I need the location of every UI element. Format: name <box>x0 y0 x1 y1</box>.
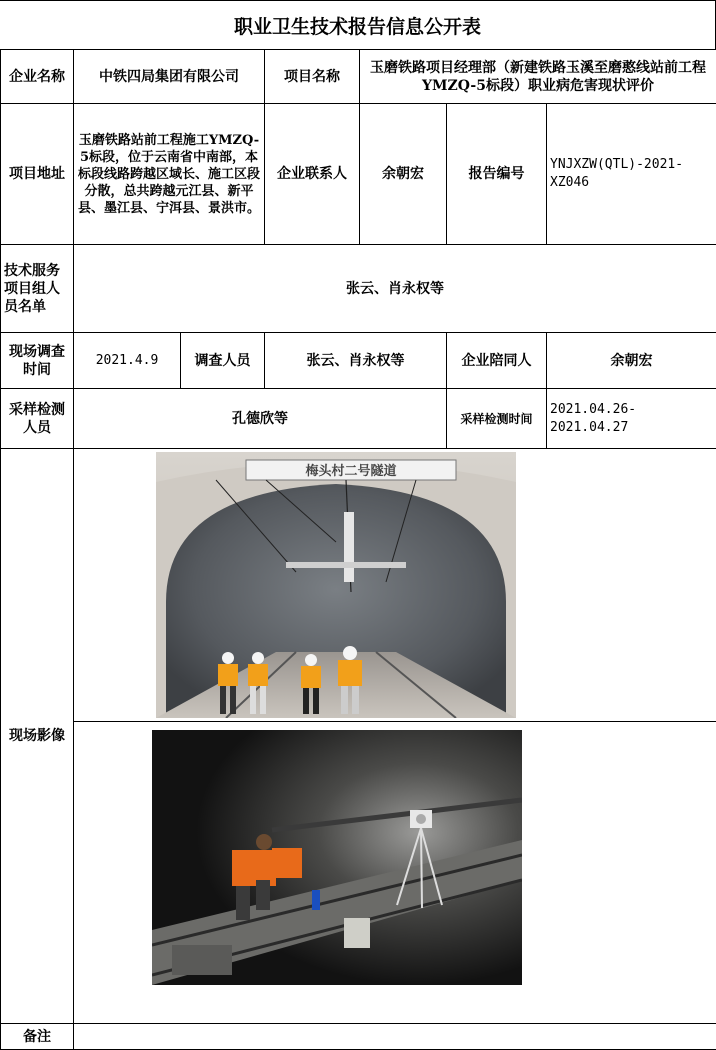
row-sampling <box>1 389 716 449</box>
label-project-address: 项目地址 <box>1 104 74 245</box>
value-project-name: 玉磨铁路项目经理部（新建铁路玉溪至磨憨线站前工程YMZQ-5标段）职业病危害现状评价 <box>360 50 716 104</box>
label-survey-time: 现场调查时间 <box>1 333 74 389</box>
row-survey <box>1 333 716 389</box>
value-surveyor: 张云、肖永权等 <box>265 333 447 389</box>
value-sampling-time: 2021.04.26-2021.04.27 <box>547 389 716 449</box>
info-table <box>0 49 716 1050</box>
label-team: 技术服务项目组人员名单 <box>1 245 74 333</box>
value-survey-time: 2021.4.9 <box>74 333 181 389</box>
value-company-name: 中铁四局集团有限公司 <box>74 50 265 104</box>
tunnel-portal-photo <box>156 452 516 718</box>
night-sampling-photo <box>152 730 522 985</box>
label-sampler: 采样检测人员 <box>1 389 74 449</box>
label-sampling-time: 采样检测时间 <box>447 389 547 449</box>
page-title: 职业卫生技术报告信息公开表 <box>0 0 716 50</box>
row-company <box>1 50 716 104</box>
photo-cell-2 <box>74 722 716 1024</box>
row-address <box>1 104 716 245</box>
value-team: 张云、肖永权等 <box>74 245 716 333</box>
row-photo-2 <box>1 722 716 1024</box>
row-remarks <box>1 1024 716 1050</box>
label-project-name: 项目名称 <box>265 50 360 104</box>
label-company-name: 企业名称 <box>1 50 74 104</box>
value-sampler: 孔德欣等 <box>74 389 447 449</box>
photo-cell-1 <box>74 449 716 722</box>
value-report-no: YNJXZW(QTL)-2021-XZ046 <box>547 104 716 245</box>
label-remarks: 备注 <box>1 1024 74 1050</box>
label-report-no: 报告编号 <box>447 104 547 245</box>
value-companion: 余朝宏 <box>547 333 716 389</box>
label-contact: 企业联系人 <box>265 104 360 245</box>
value-remarks <box>74 1024 716 1050</box>
label-surveyor: 调查人员 <box>181 333 265 389</box>
tunnel-sign-text: 梅头村二号隧道 <box>305 463 396 479</box>
label-photos: 现场影像 <box>1 449 74 1024</box>
label-companion: 企业陪同人 <box>447 333 547 389</box>
row-team <box>1 245 716 333</box>
row-photo-1 <box>1 449 716 722</box>
value-project-address: 玉磨铁路站前工程施工YMZQ-5标段，位于云南省中南部，本标段线路跨越区域长、施工区段分散，总共跨越元江县、新平县、墨江县、宁洱县、景洪市。 <box>74 104 265 245</box>
value-contact: 余朝宏 <box>360 104 447 245</box>
